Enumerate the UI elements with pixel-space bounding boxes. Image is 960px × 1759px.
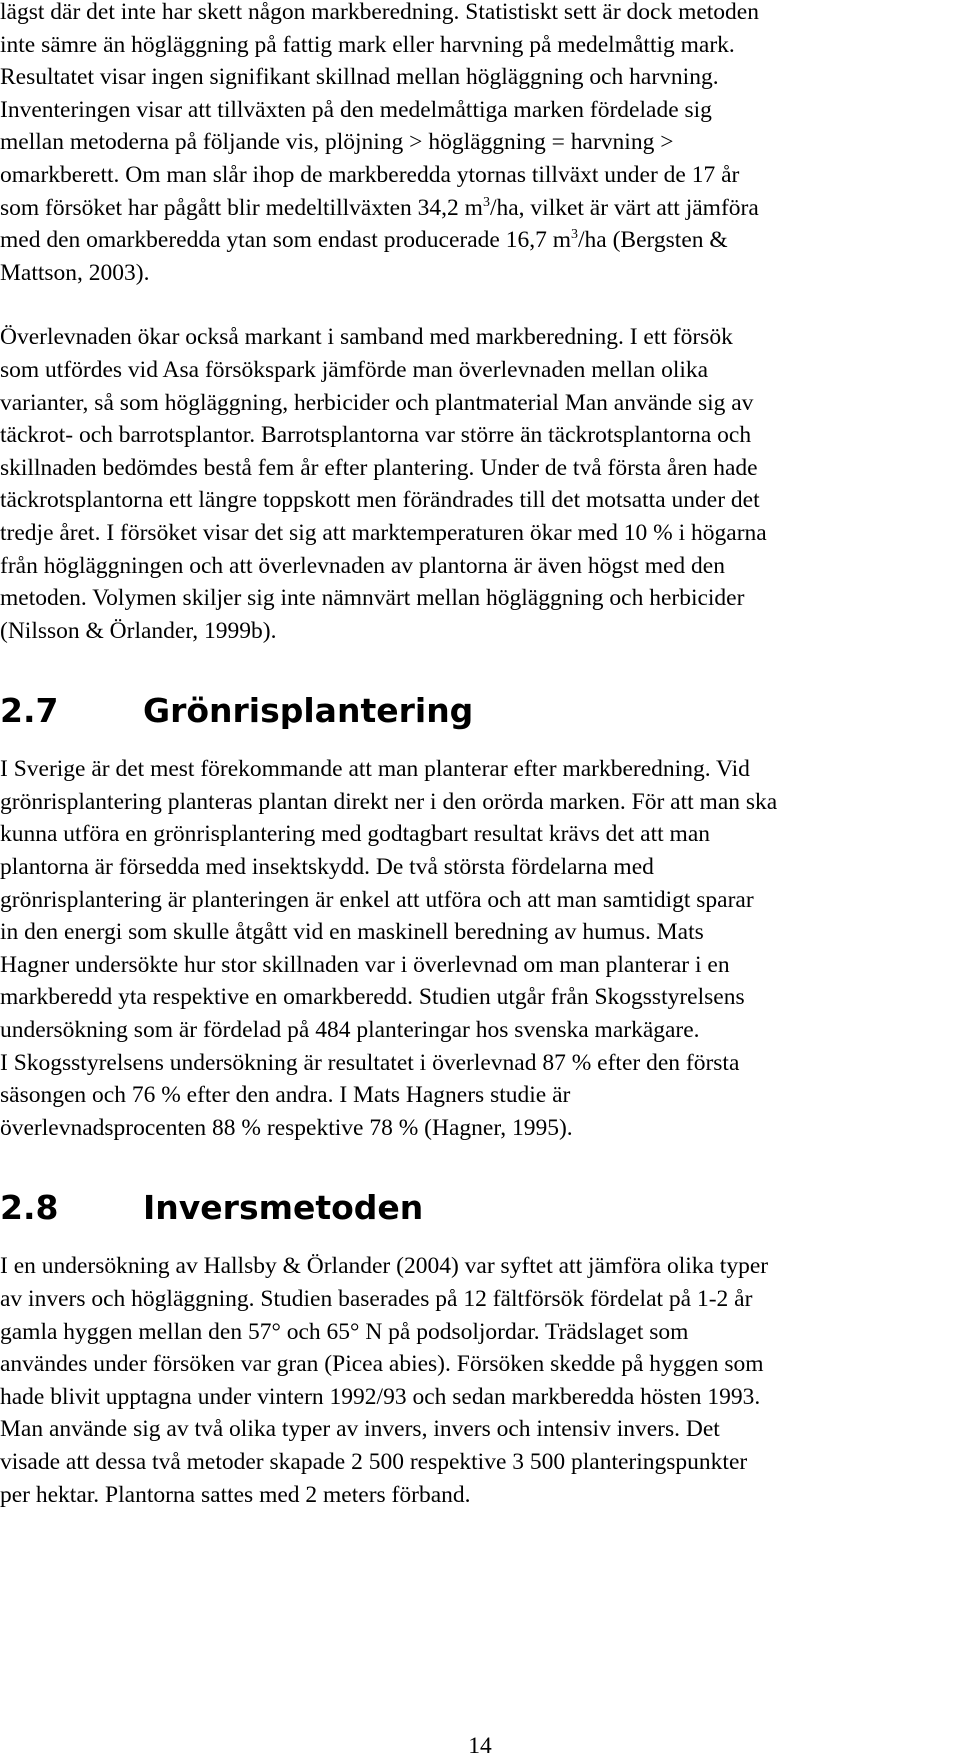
text-line: markberedd yta respektive en omarkberedd. Studien utgår från Skogsstyrelsens	[0, 984, 745, 1011]
text-line: per hektar. Plantorna sattes med 2 meters förband.	[0, 1481, 471, 1508]
text-line: varianter, så som högläggning, herbicider och plantmaterial Man använde sig av	[0, 389, 754, 416]
text-line: omarkberett. Om man slår ihop de markberedda ytornas tillväxt under de 17 år	[0, 161, 740, 188]
superscript: 3	[482, 194, 490, 210]
text-line: av invers och högläggning. Studien baserades på 12 fältförsök fördelat på 1-2 år	[0, 1286, 753, 1312]
text-line: grönrisplantering är planteringen är enkel att utföra och att man samtidigt sparar	[0, 886, 754, 913]
section-heading-2-8	[0, 1188, 960, 1228]
text-line: Mattson, 2003).	[0, 259, 150, 286]
heading-gap	[0, 731, 960, 753]
section-number: 2.7	[0, 691, 59, 731]
section-2-8-paragraph	[0, 1250, 960, 1511]
paragraph-gap	[0, 289, 960, 321]
text-line: Resultatet visar ingen signifikant skillnad mellan högläggning och harvning.	[0, 64, 719, 91]
text-line: Hagner undersökte hur stor skillnaden var i överlevnad om man planterar i en	[0, 951, 730, 978]
heading-gap	[0, 1228, 960, 1250]
text-line: I Sverige är det mest förekommande att man planterar efter markberedning. Vid	[0, 756, 750, 783]
text-fragment: /ha (Bergsten &	[578, 227, 728, 254]
text-line: metoden. Volymen skiljer sig inte nämnvärt mellan högläggning och herbicider	[0, 585, 745, 612]
text-line: hade blivit upptagna under vintern 1992/93 och sedan markberedda hösten 1993.	[0, 1383, 761, 1410]
text-line: I Skogsstyrelsens undersökning är resultatet i överlevnad 87 % efter den första	[0, 1049, 740, 1076]
text-line: inte sämre än högläggning på fattig mark eller harvning på medelmåttig mark.	[0, 31, 735, 58]
text-line: Man använde sig av två olika typer av invers, invers och intensiv invers. Det	[0, 1416, 720, 1443]
section-heading-2-7	[0, 691, 960, 731]
section-2-7-paragraph	[0, 753, 960, 1144]
text-line: överlevnadsprocenten 88 % respektive 78 % (Hagner, 1995).	[0, 1114, 573, 1141]
text-line: täckrotsplantorna ett längre toppskott men förändrades till det motsatta under det	[0, 487, 760, 514]
text-line: Inventeringen visar att tillväxten på den medelmåttiga marken fördelade sig	[0, 96, 712, 123]
text-fragment: /ha, vilket är värt att jämföra	[489, 194, 759, 221]
text-line: tredje året. I försöket visar det sig att marktemperaturen ökar med 10 % i högarna	[0, 519, 767, 546]
text-line: täckrot- och barrotsplantor. Barrotsplantorna var större än täckrotsplantorna och	[0, 422, 752, 449]
superscript: 3	[571, 227, 578, 243]
text-line: in den energi som skulle åtgått vid en maskinell beredning av humus. Mats	[0, 919, 704, 946]
text-line	[0, 224, 960, 257]
text-line: skillnaden bedömdes bestå fem år efter plantering. Under de två första åren hade	[0, 454, 758, 481]
text-line: lägst där det inte har skett någon markberedning. Statistiskt sett är dock metoden	[0, 0, 759, 25]
text-line	[0, 192, 960, 225]
text-line: mellan metoderna på följande vis, plöjning > högläggning = harvning >	[0, 129, 674, 156]
text-line: från högläggningen och att överlevnaden av plantorna är även högst med den	[0, 552, 725, 579]
section-number: 2.8	[0, 1188, 59, 1228]
text-line: som utfördes vid Asa försökspark jämförde man överlevnaden mellan olika	[0, 356, 709, 383]
text-line: kunna utföra en grönrisplantering med godtagbart resultat krävs det att man	[0, 821, 711, 848]
section-title: Inversmetoden	[143, 1188, 424, 1228]
text-line: (Nilsson & Örlander, 1999b).	[0, 617, 277, 644]
text-line: säsongen och 76 % efter den andra. I Mats Hagners studie är	[0, 1082, 571, 1109]
text-line: visade att dessa två metoder skapade 2 500 respektive 3 500 planteringspunkter	[0, 1448, 748, 1475]
section-gap	[0, 647, 960, 691]
section-gap	[0, 1144, 960, 1188]
text-line: användes under försöken var gran (Picea abies). Försöken skedde på hyggen som	[0, 1351, 764, 1378]
survival-paragraph	[0, 321, 960, 647]
text-line: Överlevnaden ökar också markant i samband med markberedning. I ett försök	[0, 324, 733, 351]
text-line: undersökning som är fördelad på 484 planteringar hos svenska markägare.	[0, 1017, 700, 1044]
text-line: plantorna är försedda med insektskydd. De två största fördelarna med	[0, 854, 654, 881]
text-fragment: som försöket har pågått blir medeltillväxten 34,2 m	[0, 194, 483, 221]
text-line: grönrisplantering planteras plantan direkt ner i den orörda marken. För att man ska	[0, 788, 778, 815]
page-number: 14	[468, 1733, 492, 1759]
section-title: Grönrisplantering	[143, 691, 474, 731]
text-fragment: med den omarkberedda ytan som endast producerade 16,7 m	[0, 227, 571, 254]
text-line: gamla hyggen mellan den 57° och 65° N på podsoljordar. Trädslaget som	[0, 1318, 689, 1345]
text-line: I en undersökning av Hallsby & Örlander (2004) var syftet att jämföra olika typer	[0, 1253, 769, 1280]
intro-paragraph	[0, 0, 960, 289]
